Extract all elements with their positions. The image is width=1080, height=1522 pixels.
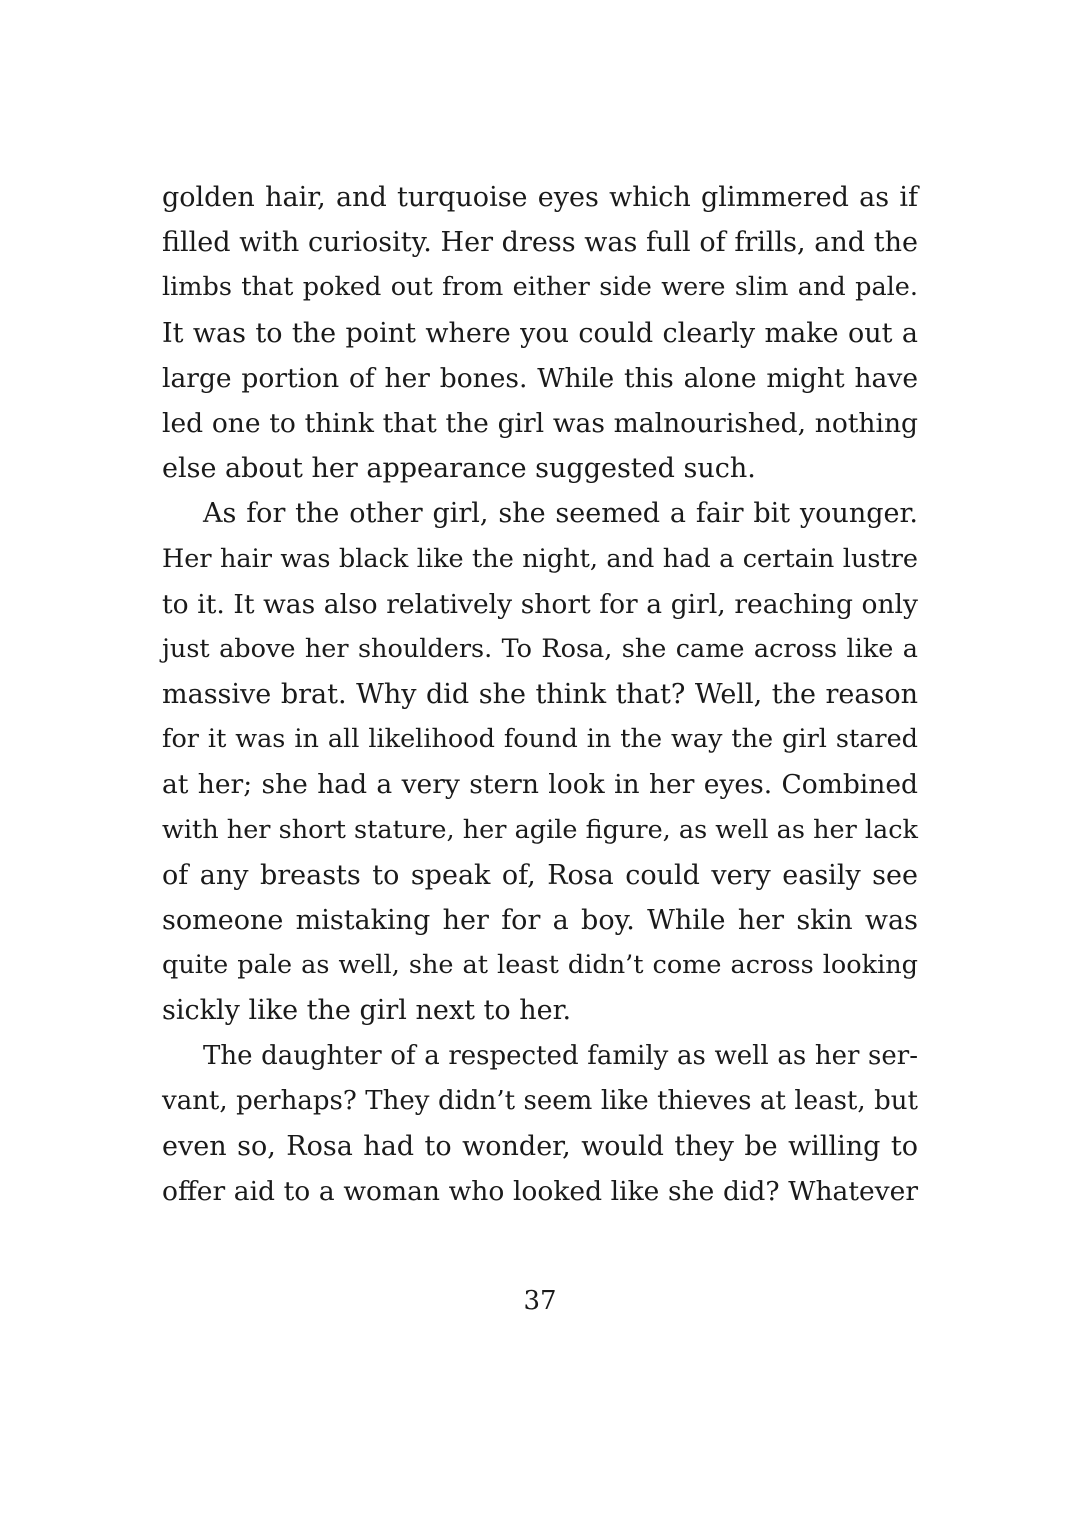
- text-line: else about her appearance suggested such.: [162, 453, 756, 485]
- text-line: large portion of her bones. While this alone might have: [162, 362, 918, 394]
- text-line: led one to think that the girl was malnourished, nothing: [162, 407, 918, 439]
- text-line: for it was in all likelihood found in the way the girl stared: [162, 724, 918, 755]
- text-line: of any breasts to speak of, Rosa could very easily see: [162, 859, 918, 891]
- text-line: offer aid to a woman who looked like she did? Whatever: [162, 1176, 918, 1208]
- text-line: quite pale as well, she at least didn’t come across looking: [162, 950, 918, 981]
- text-line: golden hair, and turquoise eyes which glimmered as if: [162, 182, 918, 213]
- text-line: at her; she had a very stern look in her eyes. Combined: [162, 769, 918, 801]
- text-line: even so, Rosa had to wonder, would they be willing to: [162, 1130, 918, 1162]
- text-line: The daughter of a respected family as well as her ser-: [203, 1040, 918, 1071]
- text-line: someone mistaking her for a boy. While her skin was: [162, 905, 918, 936]
- text-line: with her short stature, her agile figure, as well as her lack: [162, 814, 918, 845]
- text-line: limbs that poked out from either side were slim and pale.: [162, 272, 918, 303]
- text-line: to it. It was also relatively short for a girl, reaching only: [162, 588, 918, 620]
- text-line: It was to the point where you could clearly make out a: [162, 317, 918, 349]
- page-number: 37: [523, 1286, 557, 1316]
- text-line: just above her shoulders. To Rosa, she came across like a: [162, 633, 918, 664]
- text-line: sickly like the girl next to her.: [162, 995, 572, 1027]
- text-line: vant, perhaps? They didn’t seem like thieves at least, but: [162, 1085, 918, 1116]
- text-line: filled with curiosity. Her dress was full of frills, and the: [162, 227, 918, 259]
- text-line: massive brat. Why did she think that? Well, the reason: [162, 679, 918, 711]
- text-line: Her hair was black like the night, and had a certain lustre: [162, 543, 918, 574]
- body-text: [162, 175, 918, 1214]
- text-line: As for the other girl, she seemed a fair bit younger.: [203, 498, 918, 530]
